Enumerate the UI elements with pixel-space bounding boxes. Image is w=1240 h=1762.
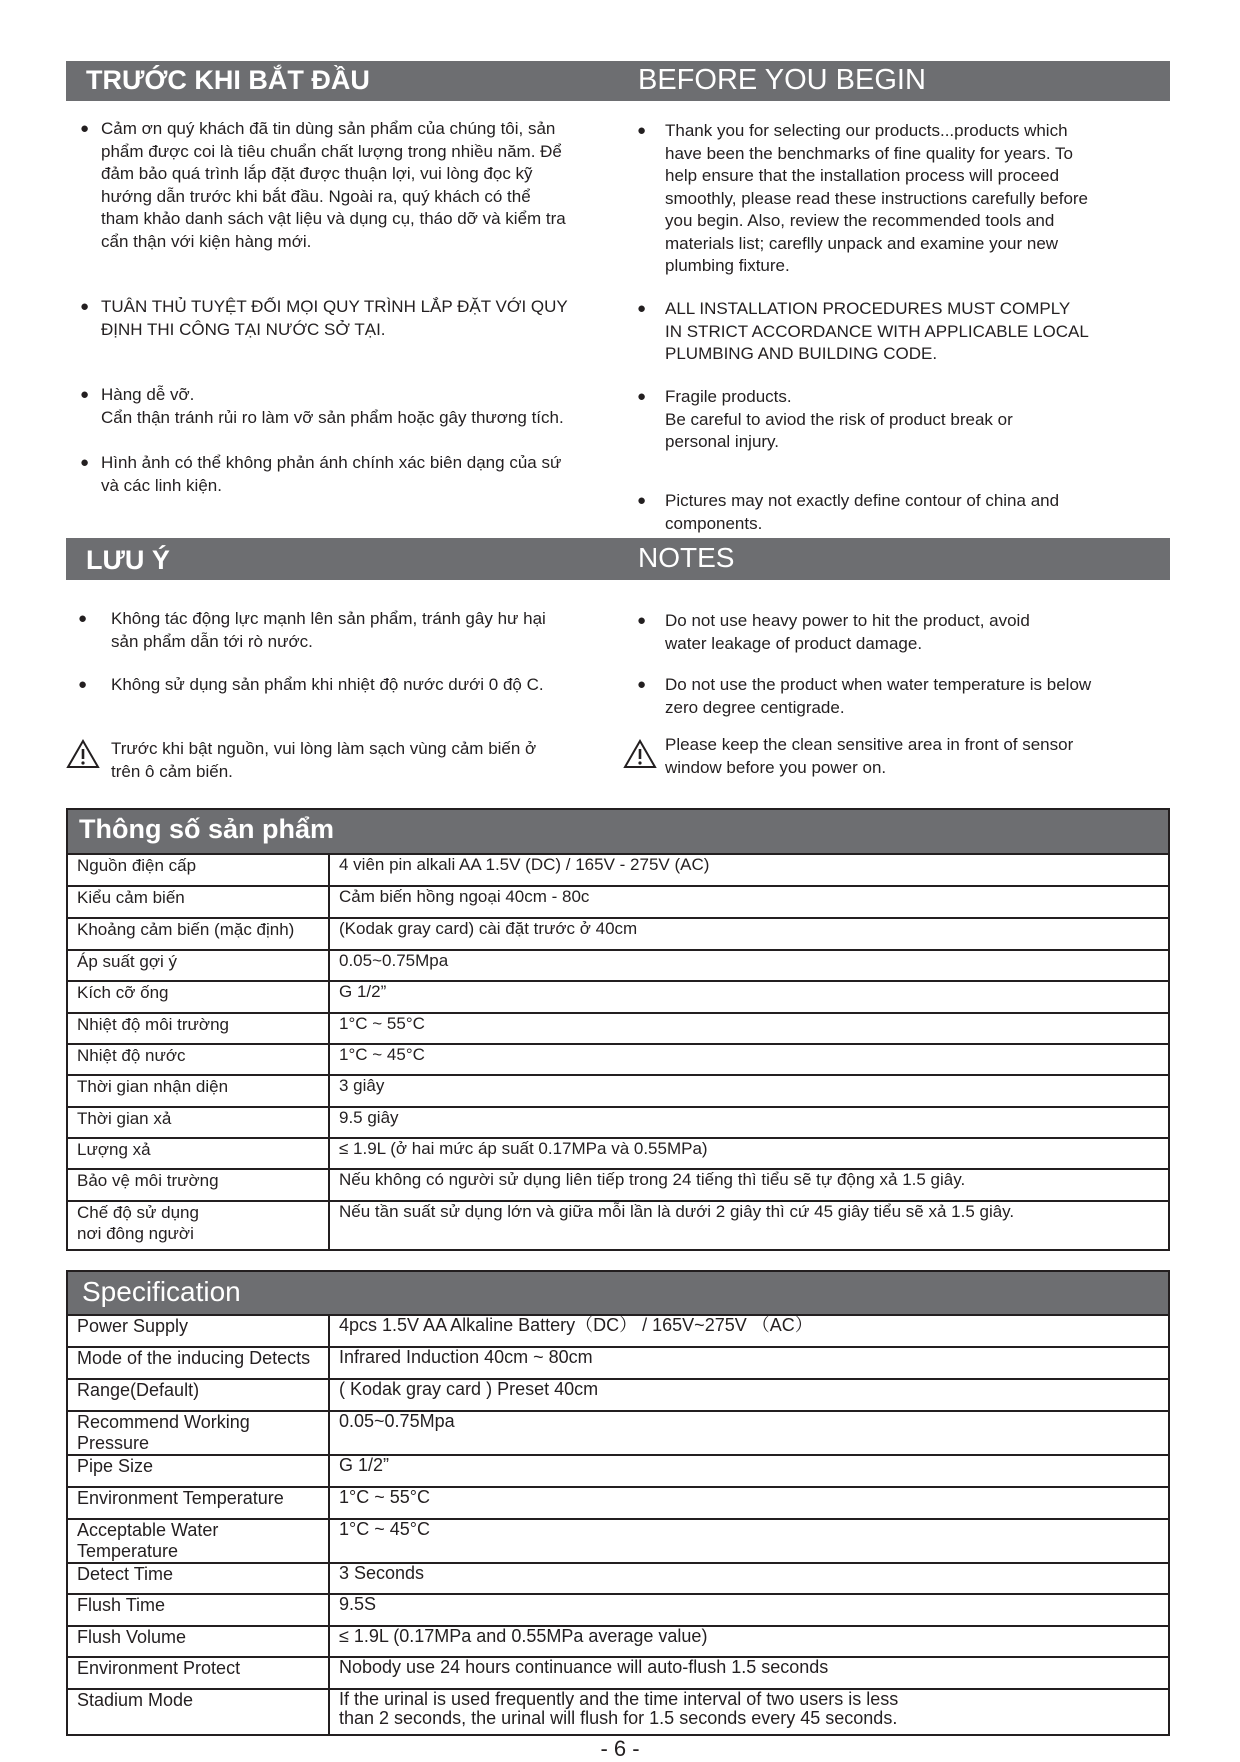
spec-row <box>67 1107 1169 1138</box>
spec-label-cell: Bảo vệ môi trường <box>67 1169 329 1201</box>
notes-header-bar <box>66 538 1170 580</box>
before-header-bar <box>66 61 1170 101</box>
spec-value-cell: 4 viên pin alkali AA 1.5V (DC) / 165V - 275V (AC) <box>329 854 1169 886</box>
spec-value-cell: 3 giây <box>329 1075 1169 1107</box>
warning-text-en: Please keep the clean sensitive area in front of sensor window before you power on. <box>665 735 1074 777</box>
spec-label-cell: Nhiệt độ môi trường <box>67 1013 329 1044</box>
spec-title-vi: Thông số sản phẩm <box>79 814 335 844</box>
spec-label-cell: Lượng xả <box>67 1138 329 1169</box>
spec-label-cell: Thời gian xả <box>67 1107 329 1138</box>
list-item: ● Thank you for selecting our products...products which have been the benchmarks of fine quality for years. To help ensure that the installation process will proceed smoothly, please read these instructions carefully before you begin. Also, review the recommended tools and materials list; careflly unpack and examine your new plumbing fixture. <box>637 121 1089 275</box>
spec-label-cell: Detect Time <box>67 1563 329 1594</box>
spec-row <box>67 1044 1169 1075</box>
list-item: ● Hàng dễ vỡ. Cẩn thận tránh rủi ro làm vỡ sản phẩm hoặc gây thương tích. <box>80 385 564 427</box>
spec-row <box>67 1519 1169 1563</box>
warning-note-vi <box>66 738 646 788</box>
notes-title-vi: LƯU Ý <box>86 545 170 575</box>
spec-row <box>67 854 1169 886</box>
spec-value-cell: Nếu không có người sử dụng liên tiếp trong 24 tiếng thì tiểu sẽ tự động xả 1.5 giây. <box>329 1169 1169 1201</box>
spec-row <box>67 1689 1169 1735</box>
list-item: ● TUÂN THỦ TUYỆT ĐỐI MỌI QUY TRÌNH LẮP ĐẶT VỚI QUY ĐỊNH THI CÔNG TẠI NƯỚC SỞ TẠI. <box>80 297 568 339</box>
list-item: ● Pictures may not exactly define contour of china and components. <box>637 491 1060 533</box>
spec-row <box>67 950 1169 981</box>
spec-value-cell: If the urinal is used frequently and the time interval of two users is less than 2 seconds, the urinal will flush for 1.5 seconds every 45 seconds. <box>329 1689 1169 1735</box>
spec-value-cell: 1°C ~ 45°C <box>329 1519 1169 1563</box>
spec-row <box>67 1594 1169 1626</box>
spec-row <box>67 1455 1169 1487</box>
list-item: ● Fragile products. Be careful to aviod the risk of product break or personal injury. <box>637 387 1013 451</box>
spec-table-vi-header <box>67 809 1169 854</box>
spec-row <box>67 1169 1169 1201</box>
spec-value-cell: Nobody use 24 hours continuance will auto-flush 1.5 seconds <box>329 1657 1169 1689</box>
list-item: ● Không tác động lực mạnh lên sản phẩm, tránh gây hư hại sản phẩm dẫn tới rò nước. <box>78 609 546 651</box>
spec-label-cell: Range(Default) <box>67 1379 329 1411</box>
spec-label-cell: Acceptable Water Temperature <box>67 1519 329 1563</box>
spec-table-vi <box>66 808 1170 1251</box>
spec-label-cell: Kiểu cảm biến <box>67 886 329 918</box>
notes-title-en: NOTES <box>638 542 735 573</box>
spec-row <box>67 981 1169 1013</box>
spec-label-cell: Flush Volume <box>67 1626 329 1657</box>
spec-table-en <box>66 1270 1170 1736</box>
spec-row <box>67 1487 1169 1519</box>
spec-row <box>67 886 1169 918</box>
spec-value-cell: 1°C ~ 55°C <box>329 1013 1169 1044</box>
spec-row <box>67 1075 1169 1107</box>
warning-triangle-icon <box>66 739 100 769</box>
list-item: ● Không sử dụng sản phẩm khi nhiệt độ nước dưới 0 độ C. <box>78 675 544 694</box>
spec-value-cell: Nếu tần suất sử dụng lớn và giữa mỗi lần là dưới 2 giây thì cứ 45 giây tiểu sẽ xả 1.5 giây. <box>329 1201 1169 1250</box>
spec-title-en: Specification <box>82 1276 241 1307</box>
spec-row <box>67 1411 1169 1455</box>
spec-value-cell: ≤ 1.9L (0.17MPa and 0.55MPa average value) <box>329 1626 1169 1657</box>
spec-row <box>67 1201 1169 1250</box>
list-item: ● Cảm ơn quý khách đã tin dùng sản phẩm của chúng tôi, sản phẩm được coi là tiêu chuẩn chất lượng trong nhiều năm. Để đảm bảo quá trình lắp đặt được thuận lợi, vui lòng đọc kỹ hướng dẫn trước khi bắt đầu. Ngoài ra, quý khách có thể tham khảo danh sách vật liệu và dụng cụ, tháo dỡ và kiểm tra cẩn thận với kiện hàng mới. <box>80 119 566 251</box>
spec-row <box>67 1315 1169 1347</box>
spec-row <box>67 1347 1169 1379</box>
spec-value-cell: ( Kodak gray card ) Preset 40cm <box>329 1379 1169 1411</box>
spec-label-cell: Environment Protect <box>67 1657 329 1689</box>
before-title-en: BEFORE YOU BEGIN <box>638 64 926 96</box>
spec-value-cell: G 1/2” <box>329 1455 1169 1487</box>
spec-label-cell: Nguồn điện cấp <box>67 854 329 886</box>
spec-label-cell: Power Supply <box>67 1315 329 1347</box>
warning-triangle-icon <box>623 739 657 769</box>
spec-row <box>67 918 1169 950</box>
spec-label-cell: Chế độ sử dụng nơi đông người <box>67 1201 329 1250</box>
spec-row <box>67 1379 1169 1411</box>
list-item: ● Do not use heavy power to hit the product, avoid water leakage of product damage. <box>637 611 1030 653</box>
spec-label-cell: Pipe Size <box>67 1455 329 1487</box>
warning-text-vi: Trước khi bật nguồn, vui lòng làm sạch vùng cảm biến ở trên ô cảm biến. <box>111 739 537 781</box>
spec-label-cell: Flush Time <box>67 1594 329 1626</box>
spec-value-cell: 4pcs 1.5V AA Alkaline Battery（DC） / 165V~275V （AC） <box>329 1315 1169 1347</box>
spec-value-cell: 9.5S <box>329 1594 1169 1626</box>
spec-value-cell: Infrared Induction 40cm ~ 80cm <box>329 1347 1169 1379</box>
spec-label-cell: Nhiệt độ nước <box>67 1044 329 1075</box>
spec-value-cell: 0.05~0.75Mpa <box>329 1411 1169 1455</box>
spec-label-cell: Stadium Mode <box>67 1689 329 1735</box>
spec-table-en-header <box>67 1271 1169 1315</box>
spec-row <box>67 1013 1169 1044</box>
list-item: ● Do not use the product when water temperature is below zero degree centigrade. <box>637 675 1092 717</box>
spec-label-cell: Environment Temperature <box>67 1487 329 1519</box>
spec-value-cell: ≤ 1.9L (ở hai mức áp suất 0.17MPa và 0.55MPa) <box>329 1138 1169 1169</box>
spec-value-cell: 9.5 giây <box>329 1107 1169 1138</box>
spec-row <box>67 1626 1169 1657</box>
spec-value-cell: 3 Seconds <box>329 1563 1169 1594</box>
list-item: ● Hình ảnh có thể không phản ánh chính xác biên dạng của sứ và các linh kiện. <box>80 453 562 495</box>
spec-label-cell: Kích cỡ ống <box>67 981 329 1013</box>
spec-value-cell: 1°C ~ 55°C <box>329 1487 1169 1519</box>
warning-note-en <box>623 734 1183 784</box>
spec-row <box>67 1138 1169 1169</box>
spec-label-cell: Khoảng cảm biến (mặc định) <box>67 918 329 950</box>
spec-label-cell: Thời gian nhận diện <box>67 1075 329 1107</box>
page-number: - 6 - <box>600 1736 640 1761</box>
spec-value-cell: 0.05~0.75Mpa <box>329 950 1169 981</box>
spec-label-cell: Mode of the inducing Detects <box>67 1347 329 1379</box>
spec-label-cell: Recommend Working Pressure <box>67 1411 329 1455</box>
spec-value-cell: 1°C ~ 45°C <box>329 1044 1169 1075</box>
spec-value-cell: Cảm biến hồng ngoại 40cm - 80c <box>329 886 1169 918</box>
spec-value-cell: G 1/2” <box>329 981 1169 1013</box>
spec-value-cell: (Kodak gray card) cài đặt trước ở 40cm <box>329 918 1169 950</box>
spec-label-cell: Áp suất gợi ý <box>67 950 329 981</box>
spec-row <box>67 1563 1169 1594</box>
spec-row <box>67 1657 1169 1689</box>
list-item: ● ALL INSTALLATION PROCEDURES MUST COMPLY IN STRICT ACCORDANCE WITH APPLICABLE LOCAL PLUMBING AND BUILDING CODE. <box>637 299 1089 363</box>
before-title-vi: TRƯỚC KHI BẮT ĐẦU <box>86 65 370 95</box>
